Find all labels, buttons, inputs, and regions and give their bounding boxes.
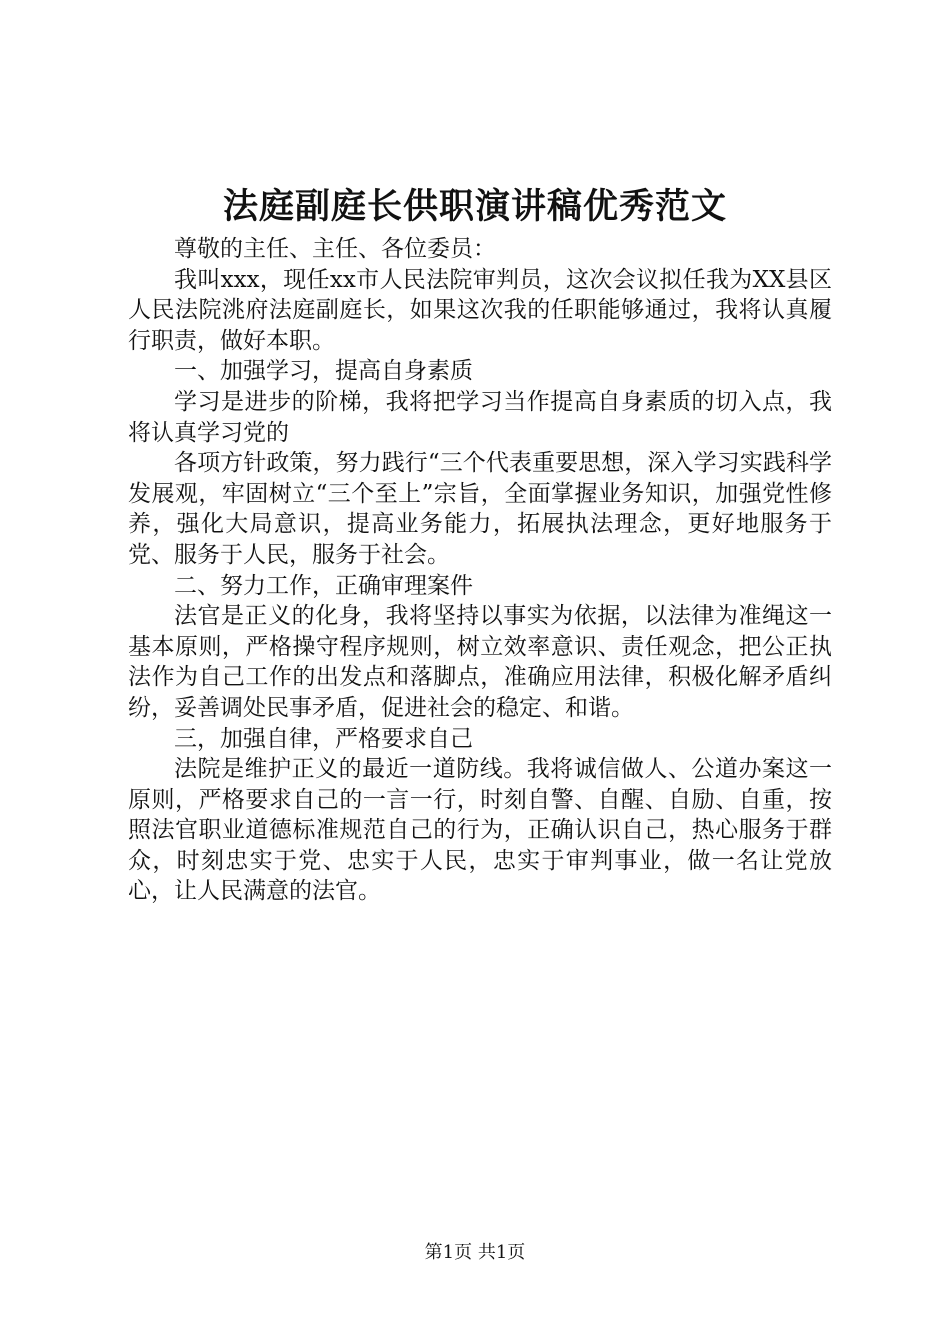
body-paragraph: 学习是进步的阶梯，我将把学习当作提高自身素质的切入点，我将认真学习党的 — [128, 388, 832, 446]
document-title: 法庭副庭长供职演讲稿优秀范文 — [222, 186, 727, 227]
section-heading: 三，加强自律，严格要求自己 — [174, 725, 473, 752]
section-heading: 一、加强学习，提高自身素质 — [174, 358, 473, 385]
section-heading: 二、努力工作，正确审理案件 — [174, 572, 473, 599]
page-footer: 第1页 共1页 — [424, 1242, 526, 1263]
body-paragraph: 我叫xxx，现任xx市人民法院审判员，这次会议拟任我为XX县区人民法院洮府法庭副庭长，如果这次我的任职能够通过，我将认真履行职责，做好本职。 — [128, 266, 832, 354]
document-body — [128, 234, 832, 907]
body-paragraph: 法院是维护正义的最近一道防线。我将诚信做人、公道办案这一原则，严格要求自己的一言一行，时刻自警、自醒、自励、自重，按照法官职业道德标准规范自己的行为，正确认识自己，热心服务于群众，时刻忠实于党、忠实于人民，忠实于审判事业，做一名让党放心，让人民满意的法官。 — [128, 756, 832, 905]
salutation-paragraph: 尊敬的主任、主任、各位委员： — [174, 236, 496, 262]
body-paragraph: 法官是正义的化身，我将坚持以事实为依据，以法律为准绳这一基本原则，严格操守程序规则，树立效率意识、责任观念，把公正执法作为自己工作的出发点和落脚点，准确应用法律，积极化解矛盾纠纷，妥善调处民事矛盾，促进社会的稳定、和谐。 — [128, 603, 832, 721]
body-paragraph: 各项方针政策，努力践行“三个代表重要思想，深入学习实践科学发展观，牢固树立“三个至上”宗旨，全面掌握业务知识，加强党性修养，强化大局意识，提高业务能力，拓展执法理念，更好地服务于党、服务于人民，服务于社会。 — [128, 450, 832, 568]
